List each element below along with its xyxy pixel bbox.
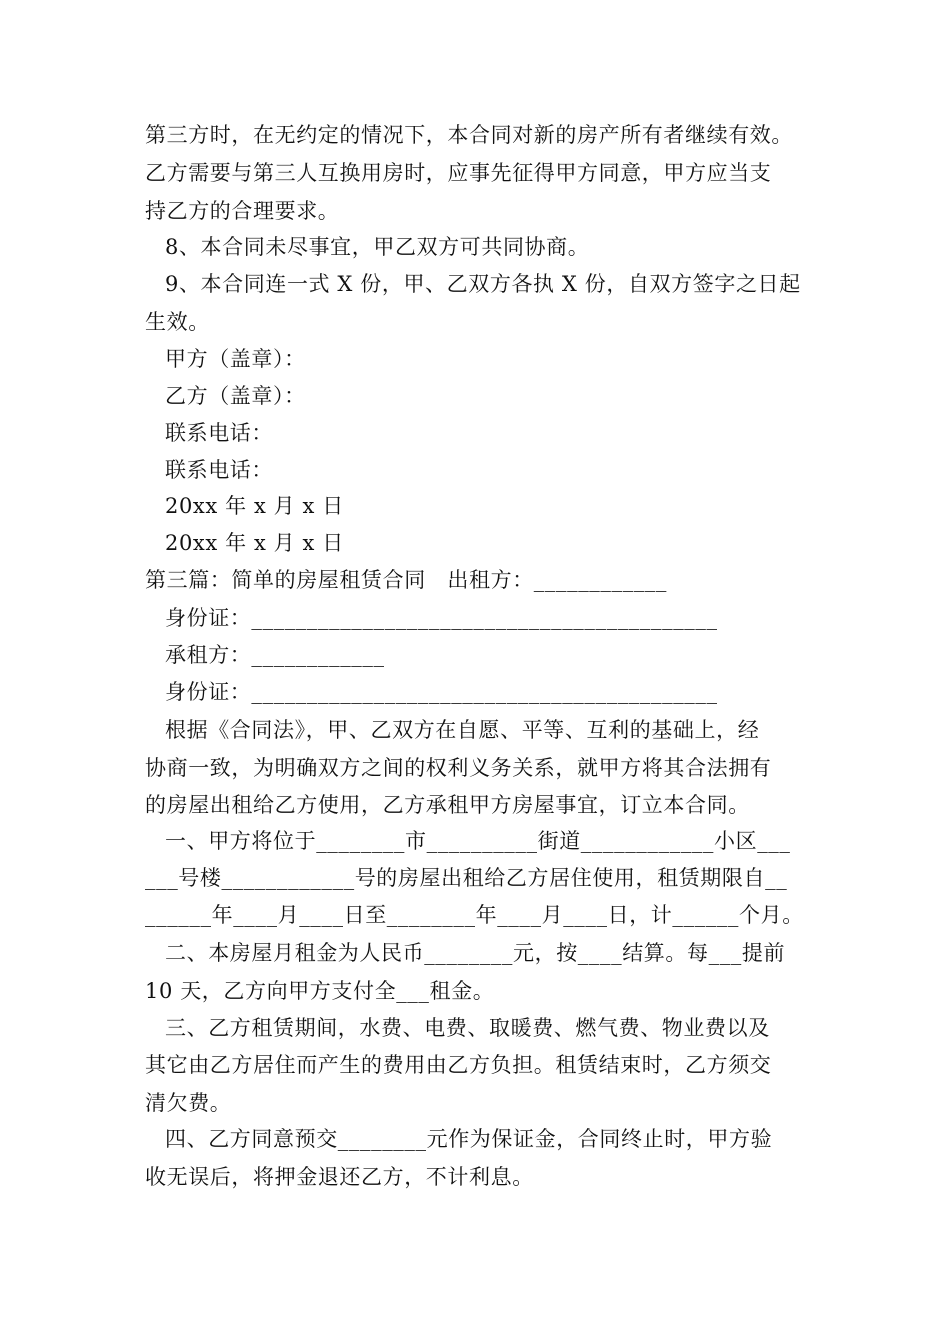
clause-2: 二、本房屋月租金为人民币________元，按____结算。每___提前 [165, 941, 786, 965]
text-line: 其它由乙方居住而产生的费用由乙方负担。租赁结束时，乙方须交 [145, 1053, 772, 1077]
section-title: 第三篇：简单的房屋租赁合同 出租方：____________ [145, 568, 667, 592]
text-line: ___号楼____________号的房屋出租给乙方居住使用，租赁期限自__ [145, 866, 788, 890]
text-line: 清欠费。 [145, 1091, 232, 1115]
text-line: 根据《合同法》，甲、乙双方在自愿、平等、互利的基础上，经 [165, 718, 760, 742]
text-line: 10 天，乙方向甲方支付全___租金。 [145, 979, 495, 1003]
text-line: 协商一致，为明确双方之间的权利义务关系，就甲方将其合法拥有 [145, 756, 772, 780]
id-card-field: 身份证：__________________________________________ [165, 606, 718, 630]
clause-8: 8、本合同未尽事宜，甲乙双方可共同协商。 [165, 235, 590, 259]
party-b-seal: 乙方（盖章）： [165, 384, 306, 408]
text-line: 的房屋出租给乙方使用，乙方承租甲方房屋事宜，订立本合同。 [145, 793, 750, 817]
contact-phone: 联系电话： [165, 421, 273, 445]
lessee-field: 承租方：____________ [165, 643, 385, 667]
text-line: 持乙方的合理要求。 [145, 199, 340, 223]
clause-3: 三、乙方租赁期间，水费、电费、取暖费、燃气费、物业费以及 [165, 1016, 770, 1040]
contact-phone: 联系电话： [165, 458, 273, 482]
party-a-seal: 甲方（盖章）： [165, 347, 306, 371]
text-line: 生效。 [145, 310, 210, 334]
clause-1: 一、甲方将位于________市__________街道____________小区___ [165, 829, 791, 853]
clause-9: 9、本合同连一式 X 份，甲、乙双方各执 X 份，自双方签字之日起 [165, 272, 801, 296]
text-line: 第三方时，在无约定的情况下，本合同对新的房产所有者继续有效。 [145, 123, 793, 147]
id-card-field: 身份证：__________________________________________ [165, 680, 718, 704]
clause-4: 四、乙方同意预交________元作为保证金，合同终止时，甲方验 [165, 1127, 773, 1151]
signing-date: 20xx 年 x 月 x 日 [165, 494, 344, 518]
signing-date: 20xx 年 x 月 x 日 [165, 531, 344, 555]
text-line: 收无误后，将押金退还乙方，不计利息。 [145, 1165, 534, 1189]
text-line: ______年____月____日至________年____月____日，计______个月。 [145, 903, 804, 927]
text-line: 乙方需要与第三人互换用房时，应事先征得甲方同意，甲方应当支 [145, 161, 772, 185]
